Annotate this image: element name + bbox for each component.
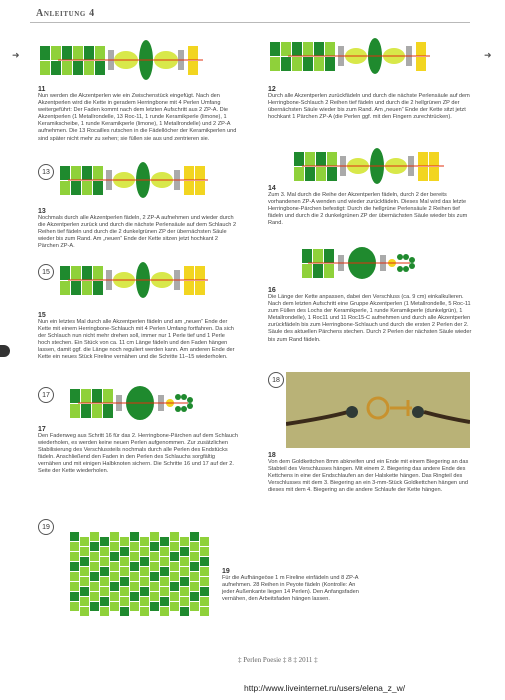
peyote-bead	[160, 537, 169, 546]
peyote-bead	[80, 587, 89, 596]
watermark-url: http://www.liveinternet.ru/users/elena_z_w/	[244, 683, 406, 693]
header-rule	[30, 8, 470, 23]
peyote-bead	[110, 542, 119, 551]
peyote-bead	[170, 572, 179, 581]
peyote-bead	[130, 592, 139, 601]
peyote-bead	[130, 552, 139, 561]
peyote-bead	[170, 542, 179, 551]
peyote-bead	[150, 572, 159, 581]
peyote-bead	[70, 562, 79, 571]
peyote-bead	[70, 552, 79, 561]
step-text: Nun werden die Akzentperlen wie ein Zwischenstück eingefügt. Nach den Akzentperlen wird die Kette in geradem Herringbone mit 4 Perlen Umfang weitergeführt: Der Faden kommt nach dem letzten Aufschritt aus 2 ZP-A. Die Akzentperlen (1 Metallrondelle, 13 Roc-11, 1 runde Keramikperle (limone), 1 Keramikscheibe, 1 runde Keramikperle (limone), 1 Metallrondelle) und 2 ZP-A aufnehmen. Die 13 Rocailles rutschen in die Fädellöcher der Keramikperlen und sind später nicht mehr zu sehen; sie füllen sie aus und zentrieren sie.	[38, 93, 237, 142]
beadwork-diagram-14	[292, 146, 472, 190]
peyote-bead	[150, 532, 159, 541]
step-text: Für die Aufhängeöse 1 m Fireline einfädeln und 8 ZP-A aufnehmen. 28 Reihen in Peyote fädeln (Kontrolle: An jeder Außenkante liegen 14 Perlen). Den Anfangsfaden vernähen, den Arbeitsfaden hängen lassen.	[222, 575, 359, 603]
peyote-bead	[200, 587, 209, 596]
peyote-bead	[80, 537, 89, 546]
peyote-bead	[200, 597, 209, 606]
peyote-bead	[120, 597, 129, 606]
peyote-bead	[100, 607, 109, 616]
peyote-bead	[80, 597, 89, 606]
step-badge: 18	[268, 372, 284, 388]
peyote-bead	[160, 597, 169, 606]
beadwork-diagram-11	[38, 36, 238, 84]
peyote-bead	[120, 567, 129, 576]
step-text: Nochmals durch alle Akzentperlen fädeln, 2 ZP-A aufnehmen und wieder durch die Akzentperlen zurück und durch die nächste Perlensäule auf dem Schlauch 2 Reihen tief fädeln und durch die 2 dunkelgrünen ZP der übernächsten Säule wieder bis zum Rand. Am „neuen“ Ende der Kette sitzen jetzt hochkant 2 Pärchen ZP-A.	[38, 215, 237, 250]
peyote-bead	[130, 532, 139, 541]
peyote-bead	[190, 572, 199, 581]
peyote-bead	[70, 572, 79, 581]
peyote-bead	[70, 542, 79, 551]
peyote-bead	[80, 607, 89, 616]
peyote-bead	[180, 597, 189, 606]
peyote-bead	[140, 567, 149, 576]
peyote-bead	[70, 602, 79, 611]
peyote-bead	[160, 547, 169, 556]
peyote-bead	[140, 547, 149, 556]
page-footer: ‡ Perlen Poesie ‡ 8 ‡ 2011 ‡	[238, 656, 318, 664]
beadwork-diagram-13	[58, 160, 238, 204]
peyote-bead	[120, 587, 129, 596]
step-badge: 15	[38, 264, 54, 280]
step-text: Nun ein letztes Mal durch alle Akzentperlen fädeln und am „neuen“ Ende der Kette mit einem Herringbone-Schlauch mit 4 Perlen Umfang fortfahren. Da sich der Schlauch nun nicht mehr drehen soll, immer nur 1 Perle tief und 1 Perle hoch stechen. Ein Stück von ca. 11 cm Länge fädeln und den Faden hängen lassen, damit ggf. die Länge noch reguliert werden kann. Am anderen Ende der Kette ein neues Stück Fireline vernähen und die Schritte 11–15 wiederholen.	[38, 319, 235, 361]
beadwork-diagram-15	[58, 260, 238, 304]
peyote-bead	[90, 532, 99, 541]
peyote-bead	[90, 572, 99, 581]
page-title: Anleitung 4	[36, 8, 95, 19]
peyote-bead	[160, 587, 169, 596]
step-text: Von dem Goldkettchen 8mm abkneifen und ein Ende mit einem Biegering an das Stabteil des Verschlusses hängen. Mit einem 2. Biegering das andere Ende des Kettchens in eine der Endschlaufen an der Halskette hängen. Das Ringteil des Verschlusses mit dem 3. Biegering an ein 3-mm-Stück Goldkettchen hängen und dieses mit dem 4. Biegering an die andere Schlaufe der Kette hängen.	[268, 459, 469, 494]
peyote-bead	[90, 542, 99, 551]
step-number: 14	[268, 185, 276, 192]
peyote-bead	[80, 577, 89, 586]
peyote-bead	[180, 577, 189, 586]
peyote-bead	[150, 592, 159, 601]
peyote-bead	[190, 592, 199, 601]
peyote-bead	[100, 577, 109, 586]
peyote-bead	[110, 582, 119, 591]
peyote-bead	[190, 582, 199, 591]
peyote-bead	[190, 532, 199, 541]
peyote-bead	[150, 602, 159, 611]
step-number: 13	[38, 208, 46, 215]
peyote-bead	[110, 552, 119, 561]
peyote-bead	[170, 602, 179, 611]
peyote-bead	[130, 562, 139, 571]
peyote-bead	[170, 592, 179, 601]
page-edge-marker	[0, 345, 10, 357]
peyote-bead	[180, 537, 189, 546]
peyote-bead	[90, 582, 99, 591]
peyote-bead	[160, 577, 169, 586]
step-text: Zum 3. Mal durch die Reihe der Akzentperlen fädeln, durch 2 der bereits vorhandenen ZP-A wenden und wieder zurückfädeln. Dieses Mal wird das letzte Herringbone-Pärchen befestigt: Durch die hellgrüne Perlensäule 2 Reihen tief fädeln und durch die 2 dunkelgrünen ZP der übernächsten Säule wieder bis zum Rand.	[268, 192, 468, 227]
peyote-bead	[150, 562, 159, 571]
peyote-bead	[170, 562, 179, 571]
peyote-bead	[150, 542, 159, 551]
peyote-bead	[110, 572, 119, 581]
peyote-bead	[170, 552, 179, 561]
beadwork-diagram-12	[268, 36, 468, 80]
step-badge: 13	[38, 164, 54, 180]
beadwork-diagram-17	[68, 383, 238, 427]
arrow-right-icon: ➜	[12, 50, 20, 60]
peyote-bead	[140, 587, 149, 596]
peyote-bead	[80, 557, 89, 566]
peyote-bead	[100, 557, 109, 566]
step-number: 18	[268, 452, 276, 459]
peyote-bead	[70, 582, 79, 591]
peyote-bead	[90, 602, 99, 611]
step-badge: 19	[38, 519, 54, 535]
peyote-bead	[70, 592, 79, 601]
peyote-bead	[120, 607, 129, 616]
beadwork-diagram-16	[300, 245, 470, 285]
peyote-bead	[100, 537, 109, 546]
peyote-bead	[80, 547, 89, 556]
peyote-bead	[190, 542, 199, 551]
peyote-bead	[90, 592, 99, 601]
peyote-bead	[200, 547, 209, 556]
peyote-bead	[180, 557, 189, 566]
peyote-bead	[190, 602, 199, 611]
peyote-bead	[170, 532, 179, 541]
peyote-bead	[160, 557, 169, 566]
peyote-bead	[130, 602, 139, 611]
step-text: Die Länge der Kette anpassen, dabei den Verschluss (ca. 9 cm) einkalkulieren. Nach dem letzten Aufschritt eine Gruppe Akzentperlen (1 Metallrondelle, 5 Roc-11 zum Füllen des Lochs der Keramikperle, 1 runde Keramikperle (dunkelgrün), 1 Metallrondelle), 1 Roc11 und 11 Roc15-C aufnehmen und durch alle Akzentperlen zurückfädeln bis zum Herringbone-Schlauch und durch die ersten 2 Perlen der 2. Säule des aktuellen Pärchens stechen. Durch 2 Perlen der nächsten Säule wieder bis zum Rand fädeln.	[268, 294, 472, 343]
peyote-bead	[110, 532, 119, 541]
step-number: 19	[222, 568, 230, 575]
peyote-bead	[170, 582, 179, 591]
peyote-bead	[190, 552, 199, 561]
clasp-photo	[286, 372, 470, 448]
peyote-bead	[100, 567, 109, 576]
peyote-bead	[110, 602, 119, 611]
step-number: 11	[38, 86, 46, 93]
peyote-bead	[70, 532, 79, 541]
peyote-bead	[140, 607, 149, 616]
peyote-bead	[180, 607, 189, 616]
peyote-bead	[120, 557, 129, 566]
peyote-bead	[130, 582, 139, 591]
peyote-bead	[120, 537, 129, 546]
peyote-grid-diagram	[68, 530, 218, 620]
peyote-bead	[110, 562, 119, 571]
peyote-bead	[180, 587, 189, 596]
peyote-bead	[130, 572, 139, 581]
peyote-bead	[200, 577, 209, 586]
peyote-bead	[180, 547, 189, 556]
peyote-bead	[200, 537, 209, 546]
peyote-bead	[100, 597, 109, 606]
step-badge: 17	[38, 387, 54, 403]
step-number: 15	[38, 312, 46, 319]
step-number: 12	[268, 86, 276, 93]
peyote-bead	[200, 607, 209, 616]
peyote-bead	[160, 607, 169, 616]
peyote-bead	[150, 552, 159, 561]
peyote-bead	[100, 547, 109, 556]
peyote-bead	[200, 567, 209, 576]
peyote-bead	[140, 537, 149, 546]
step-text: Durch alle Akzentperlen zurückfädeln und durch die nächste Perlensäule auf dem Herringbone-Schlauch 2 Reihen tief fädeln und durch die 2 hellgrünen ZP der übernächsten Säule wieder bis zum Rand. Am „neuen“ Ende der Kette sitzt jetzt hochkant 1 Pärchen ZP-A (die Perlen ggf. mit den Fingern zurechtrücken).	[268, 93, 470, 121]
peyote-bead	[140, 577, 149, 586]
arrow-right-icon: ➜	[484, 50, 492, 60]
peyote-bead	[90, 552, 99, 561]
peyote-bead	[180, 567, 189, 576]
peyote-bead	[120, 577, 129, 586]
peyote-bead	[200, 557, 209, 566]
step-number: 16	[268, 287, 276, 294]
peyote-bead	[160, 567, 169, 576]
step-number: 17	[38, 426, 46, 433]
peyote-bead	[140, 597, 149, 606]
peyote-bead	[140, 557, 149, 566]
peyote-bead	[100, 587, 109, 596]
peyote-bead	[110, 592, 119, 601]
peyote-bead	[190, 562, 199, 571]
peyote-bead	[90, 562, 99, 571]
step-text: Den Fadenweg aus Schritt 16 für das 2. Herringbone-Pärchen auf dem Schlauch wiederholen, es werden keine neuen Perlen aufgenommen. Zur zusätzlichen Stabilisierung des Verschlussteils nochmals durch alle Perlen des Endstücks fädeln. Anschließend den Faden in den Perlen des Schlauchs sorgfältig vernähen und mit einigen Halbknoten sichern. Die Schritte 16 und 17 auf der 2. Seite der Kette wiederholen.	[38, 433, 238, 475]
peyote-bead	[80, 567, 89, 576]
peyote-bead	[120, 547, 129, 556]
peyote-bead	[150, 582, 159, 591]
peyote-bead	[130, 542, 139, 551]
